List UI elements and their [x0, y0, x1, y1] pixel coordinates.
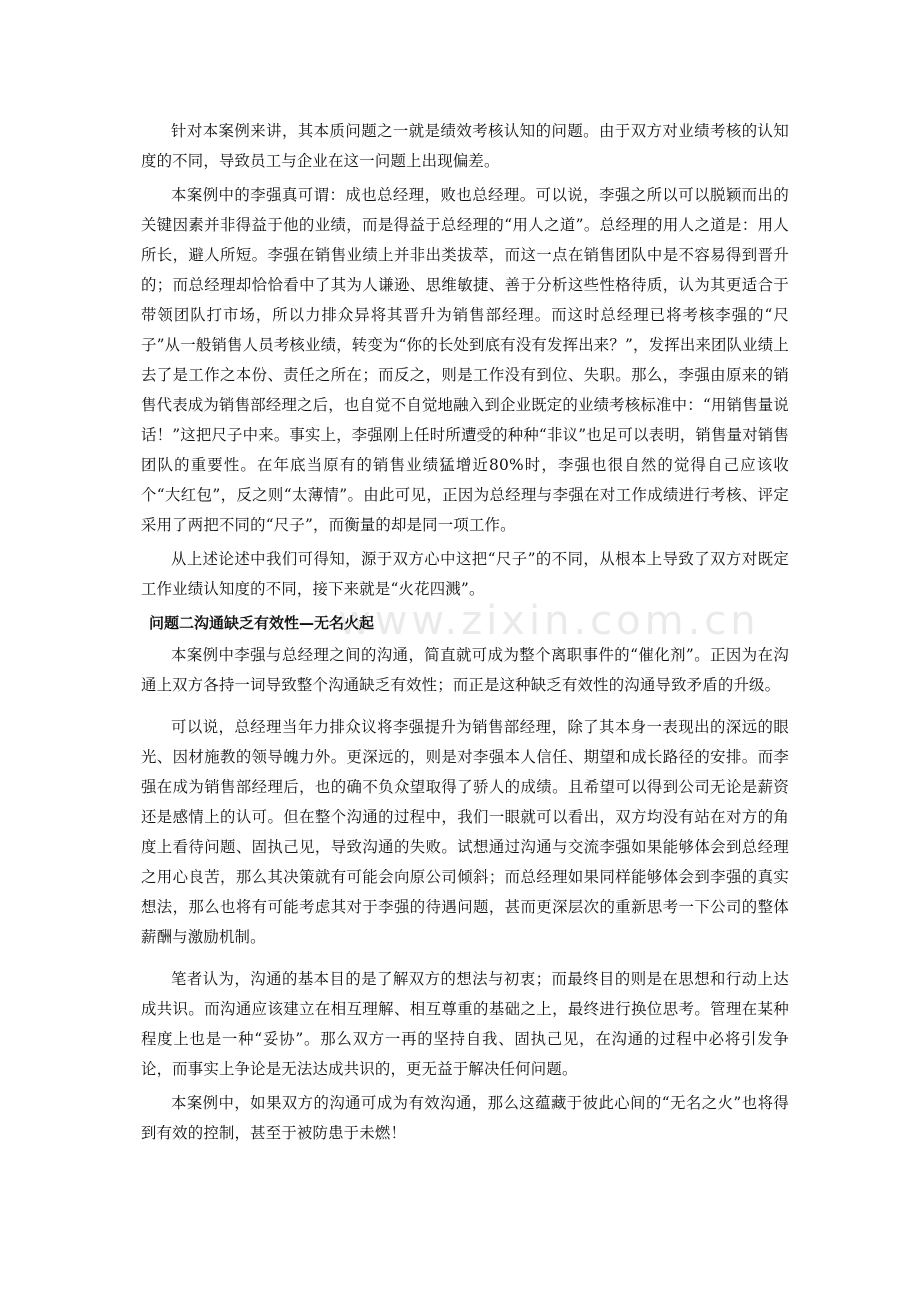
paragraph-4: 本案例中李强与总经理之间的沟通，简直就可成为整个离职事件的“催化剂”。正因为在沟通上双方各持一词导致整个沟通缺乏有效性；而正是这种缺乏有效性的沟通导致矛盾的升级。: [141, 646, 789, 694]
paragraph-2: 本案例中的李强真可谓：成也总经理，败也总经理。可以说，李强之所以可以脱颖而出的关键因素并非得益于他的业绩，而是得益于总经理的“用人之道”。总经理的用人之道是：用人所长，避人所短。李强在销售业绩上并非出类拔萃，而这一点在销售团队中是不容易得到晋升的；而总经理却恰恰看中了其为人谦逊、思维敏捷、善于分析这些性格待质，认为其更适合于带领团队打市场，所以力排众异将其晋升为销售部经理。而这时总经理已将考核李强的“尺子”从一般销售人员考核业绩，转变为“你的长处到底有没有发挥出来？”，发挥出来团队业绩上去了是工作之本份、责任之所在；而反之，则是工作没有到位、失职。那么，李强由原来的销售代表成为销售部经理之后，也自觉不自觉地融入到企业既定的业绩考核标准中：“用销售量说话！”这把尺子中来。事实上，李强刚上任时所遭受的种种“非议”也足可以表明，销售量对销售团队的重要性。在年底当原有的销售业绩猛增近80%时，李强也很自然的觉得自己应该收个“大红包”，反之则“太薄情”。由此可见，正因为总经理与李强在对工作成绩进行考核、评定采用了两把不同的“尺子”，而衡量的却是同一项工作。: [141, 186, 789, 534]
paragraph-5: 可以说，总经理当年力排众议将李强提升为销售部经理，除了其本身一表现出的深远的眼光、因材施教的领导魄力外。更深远的，则是对李强本人信任、期望和成长路径的安排。而李强在成为销售部经理后，也的确不负众望取得了骄人的成绩。且希望可以得到公司无论是薪资还是感情上的认可。但在整个沟通的过程中，我们一眼就可以看出，双方均没有站在对方的角度上看待问题、固执己见，导致沟通的失败。试想通过沟通与交流李强如果能够体会到总经理之用心良苦，那么其决策就有可能会向原公司倾斜；而总经理如果同样能够体会到李强的真实想法，那么也将有可能考虑其对于李强的待遇问题，甚而更深层次的重新思考一下公司的整体薪酬与激励机制。: [141, 718, 789, 946]
section-heading: 问题二沟通缺乏有效性—无名火起: [149, 614, 375, 632]
paragraph-6: 笔者认为，沟通的基本目的是了解双方的想法与初衷；而最终目的则是在思想和行动上达成共识。而沟通应该建立在相互理解、相互尊重的基础之上，最终进行换位思考。管理在某种程度上也是一种“妥协”。那么双方一再的坚持自我、固执己见，在沟通的过程中必将引发争论，而事实上争论是无法达成共识的，更无益于解决任何问题。: [141, 970, 789, 1078]
watermark: www.zixin.com.cn: [338, 598, 760, 644]
paragraph-7: 本案例中，如果双方的沟通可成为有效沟通，那么这蕴藏于彼此心间的“无名之火”也将得到有效的控制，甚至于被防患于未燃！: [141, 1094, 789, 1142]
paragraph-1: 针对本案例来讲，其本质问题之一就是绩效考核认知的问题。由于双方对业绩考核的认知度的不同，导致员工与企业在这一问题上出现偏差。: [141, 122, 789, 170]
paragraph-3: 从上述论述中我们可得知，源于双方心中这把“尺子”的不同，从根本上导致了双方对既定工作业绩认知度的不同，接下来就是“火花四溅”。: [141, 550, 789, 598]
document-body: [141, 116, 789, 1148]
